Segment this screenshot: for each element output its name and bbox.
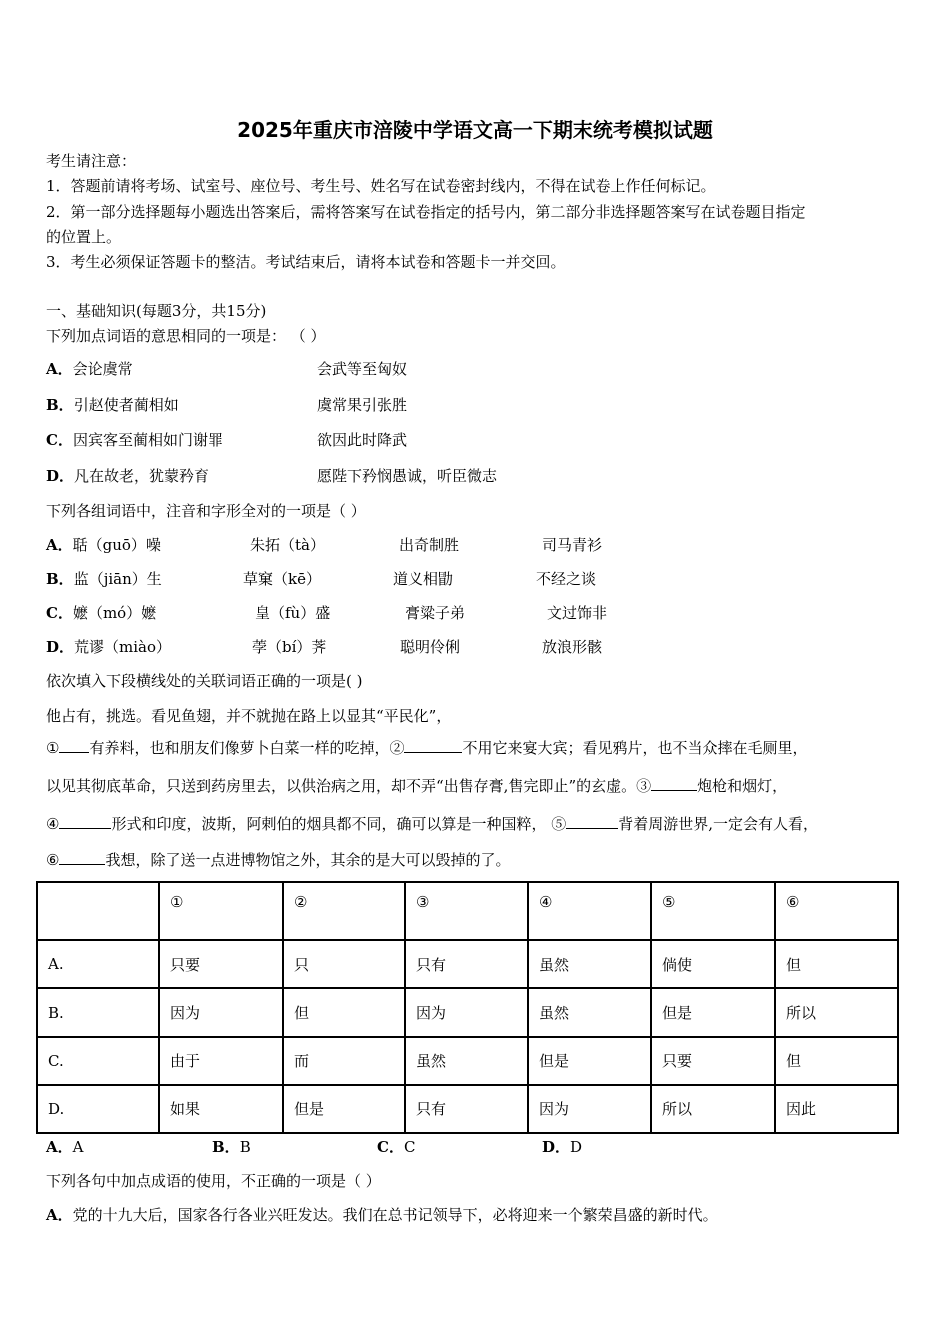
table-header-cell: ② xyxy=(283,882,405,940)
option-text: D xyxy=(570,1138,583,1156)
option-text: 欲因此时降武 xyxy=(317,431,408,449)
option-label: A． xyxy=(46,360,73,378)
option-label: B． xyxy=(46,570,74,588)
question-stem: 下列各句中加点成语的使用，不正确的一项是（ ） xyxy=(46,1172,381,1190)
option-text: 聪明伶俐 xyxy=(400,638,461,656)
table-cell: 只要 xyxy=(651,1037,775,1085)
fill-blank xyxy=(651,776,697,791)
option-text: 荒谬（miào） xyxy=(74,638,172,656)
option-text: 草窠（kē） xyxy=(243,570,321,588)
option-text: 嬷（mó）嬷 xyxy=(72,604,157,622)
notice-item: 2．第一部分选择题每小题选出答案后，需将答案写在试卷指定的括号内，第二部分非选择题答案写在试卷题目指定 xyxy=(46,203,806,221)
table-cell: A. xyxy=(37,940,159,988)
option-text: A xyxy=(72,1138,84,1156)
option-label: B． xyxy=(46,396,74,414)
option-row xyxy=(46,430,223,450)
option-text: 会武等至匈奴 xyxy=(317,360,408,378)
table-cell: 只有 xyxy=(405,1085,528,1133)
option-text: C xyxy=(403,1138,416,1156)
table-cell: 倘使 xyxy=(651,940,775,988)
option-text: B xyxy=(239,1138,251,1156)
option-text: 监（jiān）生 xyxy=(73,570,162,588)
table-cell: 只有 xyxy=(405,940,528,988)
question-stem: 下列各组词语中，注音和字形全对的一项是（ ） xyxy=(46,502,366,520)
table-cell: 因为 xyxy=(159,988,283,1036)
table-cell: 所以 xyxy=(651,1085,775,1133)
table-cell: 但 xyxy=(283,988,405,1036)
table-cell: 虽然 xyxy=(528,940,651,988)
section-heading: 一、基础知识(每题3分，共15分) xyxy=(46,302,267,320)
table-cell: 因此 xyxy=(775,1085,898,1133)
option-label: A． xyxy=(46,1206,73,1224)
table-cell: 因为 xyxy=(528,1085,651,1133)
passage-line: 以见其彻底革命，只送到药房里去，以供治病之用，却不弄“出售存膏,售完即止”的玄虚。③ 炮枪和烟灯， xyxy=(46,777,788,795)
options-table xyxy=(36,881,899,1134)
table-header-cell xyxy=(37,882,159,940)
table-row xyxy=(37,1037,898,1085)
option-label: C． xyxy=(377,1138,404,1156)
table-cell: 如果 xyxy=(159,1085,283,1133)
fill-blank xyxy=(566,814,618,829)
fill-blank xyxy=(404,738,462,753)
table-cell: B. xyxy=(37,988,159,1036)
option-row xyxy=(46,395,179,415)
option-row xyxy=(46,637,171,657)
passage-line: ① 有养料，也和朋友们像萝卜白菜一样的吃掉，② 不用它来宴大宾；看见鸦片，也不当众摔在毛厕里， xyxy=(46,739,808,757)
passage-line: 他占有，挑选。看见鱼翅，并不就抛在路上以显其“平民化”， xyxy=(46,707,452,725)
option-text: 凡在故老，犹蒙矜育 xyxy=(74,467,210,485)
option-text: 引赵使者蔺相如 xyxy=(73,396,179,414)
table-row xyxy=(37,1085,898,1133)
notice-item: 的位置上。 xyxy=(46,228,122,246)
option-text: 愿陛下矜悯愚诚，听臣微志 xyxy=(317,467,498,485)
option-label: D． xyxy=(542,1138,571,1156)
option-text: 会论虞常 xyxy=(72,360,133,378)
option-text: 文过饰非 xyxy=(547,604,608,622)
option-text: 虞常果引张胜 xyxy=(317,396,408,414)
table-cell: 只要 xyxy=(159,940,283,988)
option-text: 因宾客至蔺相如门谢罪 xyxy=(72,431,223,449)
option-text: 不经之谈 xyxy=(536,570,597,588)
option-text: 膏粱子弟 xyxy=(405,604,466,622)
option-label: C． xyxy=(46,604,73,622)
option-text: 司马青衫 xyxy=(542,536,603,554)
fill-blank xyxy=(59,738,89,753)
option-row xyxy=(46,535,161,555)
question-stem: 下列加点词语的意思相同的一项是： （ ） xyxy=(46,327,326,345)
notice-item: 1．答题前请将考场、试室号、座位号、考生号、姓名写在试卷密封线内，不得在试卷上作任何标记。 xyxy=(46,177,716,195)
table-cell: 但 xyxy=(775,940,898,988)
option-text: 道义相勖 xyxy=(393,570,454,588)
table-header-row xyxy=(37,882,898,940)
option-text: 出奇制胜 xyxy=(399,536,460,554)
option-text: 聒（guō）噪 xyxy=(72,536,161,554)
table-cell: 但是 xyxy=(283,1085,405,1133)
page-title: 2025年重庆市涪陵中学语文高一下期末统考模拟试题 xyxy=(237,118,713,142)
table-header-cell: ⑤ xyxy=(651,882,775,940)
table-cell: 虽然 xyxy=(528,988,651,1036)
option-label: A． xyxy=(46,1138,73,1156)
table-cell: 但是 xyxy=(651,988,775,1036)
fill-blank xyxy=(59,850,105,865)
table-cell: D. xyxy=(37,1085,159,1133)
table-row xyxy=(37,988,898,1036)
option-row xyxy=(46,1205,718,1225)
table-cell: 但 xyxy=(775,1037,898,1085)
table-header-cell: ③ xyxy=(405,882,528,940)
table-cell: 虽然 xyxy=(405,1037,528,1085)
option-row xyxy=(46,603,156,623)
table-header-cell: ⑥ xyxy=(775,882,898,940)
fill-blank xyxy=(59,814,111,829)
table-cell: 只 xyxy=(283,940,405,988)
question-stem: 依次填入下段横线处的关联词语正确的一项是( ) xyxy=(46,672,363,690)
option-text: 朱拓（tà） xyxy=(250,536,325,554)
table-cell: 但是 xyxy=(528,1037,651,1085)
option-label: A． xyxy=(46,536,73,554)
option-text: 党的十九大后，国家各行各业兴旺发达。我们在总书记领导下，必将迎来一个繁荣昌盛的新时代。 xyxy=(72,1206,718,1224)
answer-option xyxy=(377,1137,415,1157)
option-label: C． xyxy=(46,431,73,449)
table-cell: 所以 xyxy=(775,988,898,1036)
table-row xyxy=(37,940,898,988)
option-label: D． xyxy=(46,638,75,656)
table-cell: 由于 xyxy=(159,1037,283,1085)
table-header-cell: ① xyxy=(159,882,283,940)
option-row xyxy=(46,359,133,379)
table-cell: 而 xyxy=(283,1037,405,1085)
passage-line: ④ 形式和印度，波斯，阿剌伯的烟具都不同，确可以算是一种国粹， ⑤ 背着周游世界,一定会有人看， xyxy=(46,815,819,833)
option-text: 荸（bí）荠 xyxy=(252,638,327,656)
table-header-cell: ④ xyxy=(528,882,651,940)
table-cell: 因为 xyxy=(405,988,528,1036)
notice-heading: 考生请注意： xyxy=(46,152,137,170)
answer-option xyxy=(542,1137,582,1157)
option-text: 皇（fù）盛 xyxy=(255,604,331,622)
option-label: B． xyxy=(212,1138,240,1156)
answer-option xyxy=(46,1137,83,1157)
answer-option xyxy=(212,1137,251,1157)
option-row xyxy=(46,466,209,486)
option-text: 放浪形骸 xyxy=(542,638,603,656)
option-row xyxy=(46,569,162,589)
passage-line: ⑥ 我想，除了送一点进博物馆之外，其余的是大可以毁掉的了。 xyxy=(46,851,511,869)
option-label: D． xyxy=(46,467,75,485)
notice-item: 3．考生必须保证答题卡的整洁。考试结束后，请将本试卷和答题卡一并交回。 xyxy=(46,253,566,271)
table-cell: C. xyxy=(37,1037,159,1085)
